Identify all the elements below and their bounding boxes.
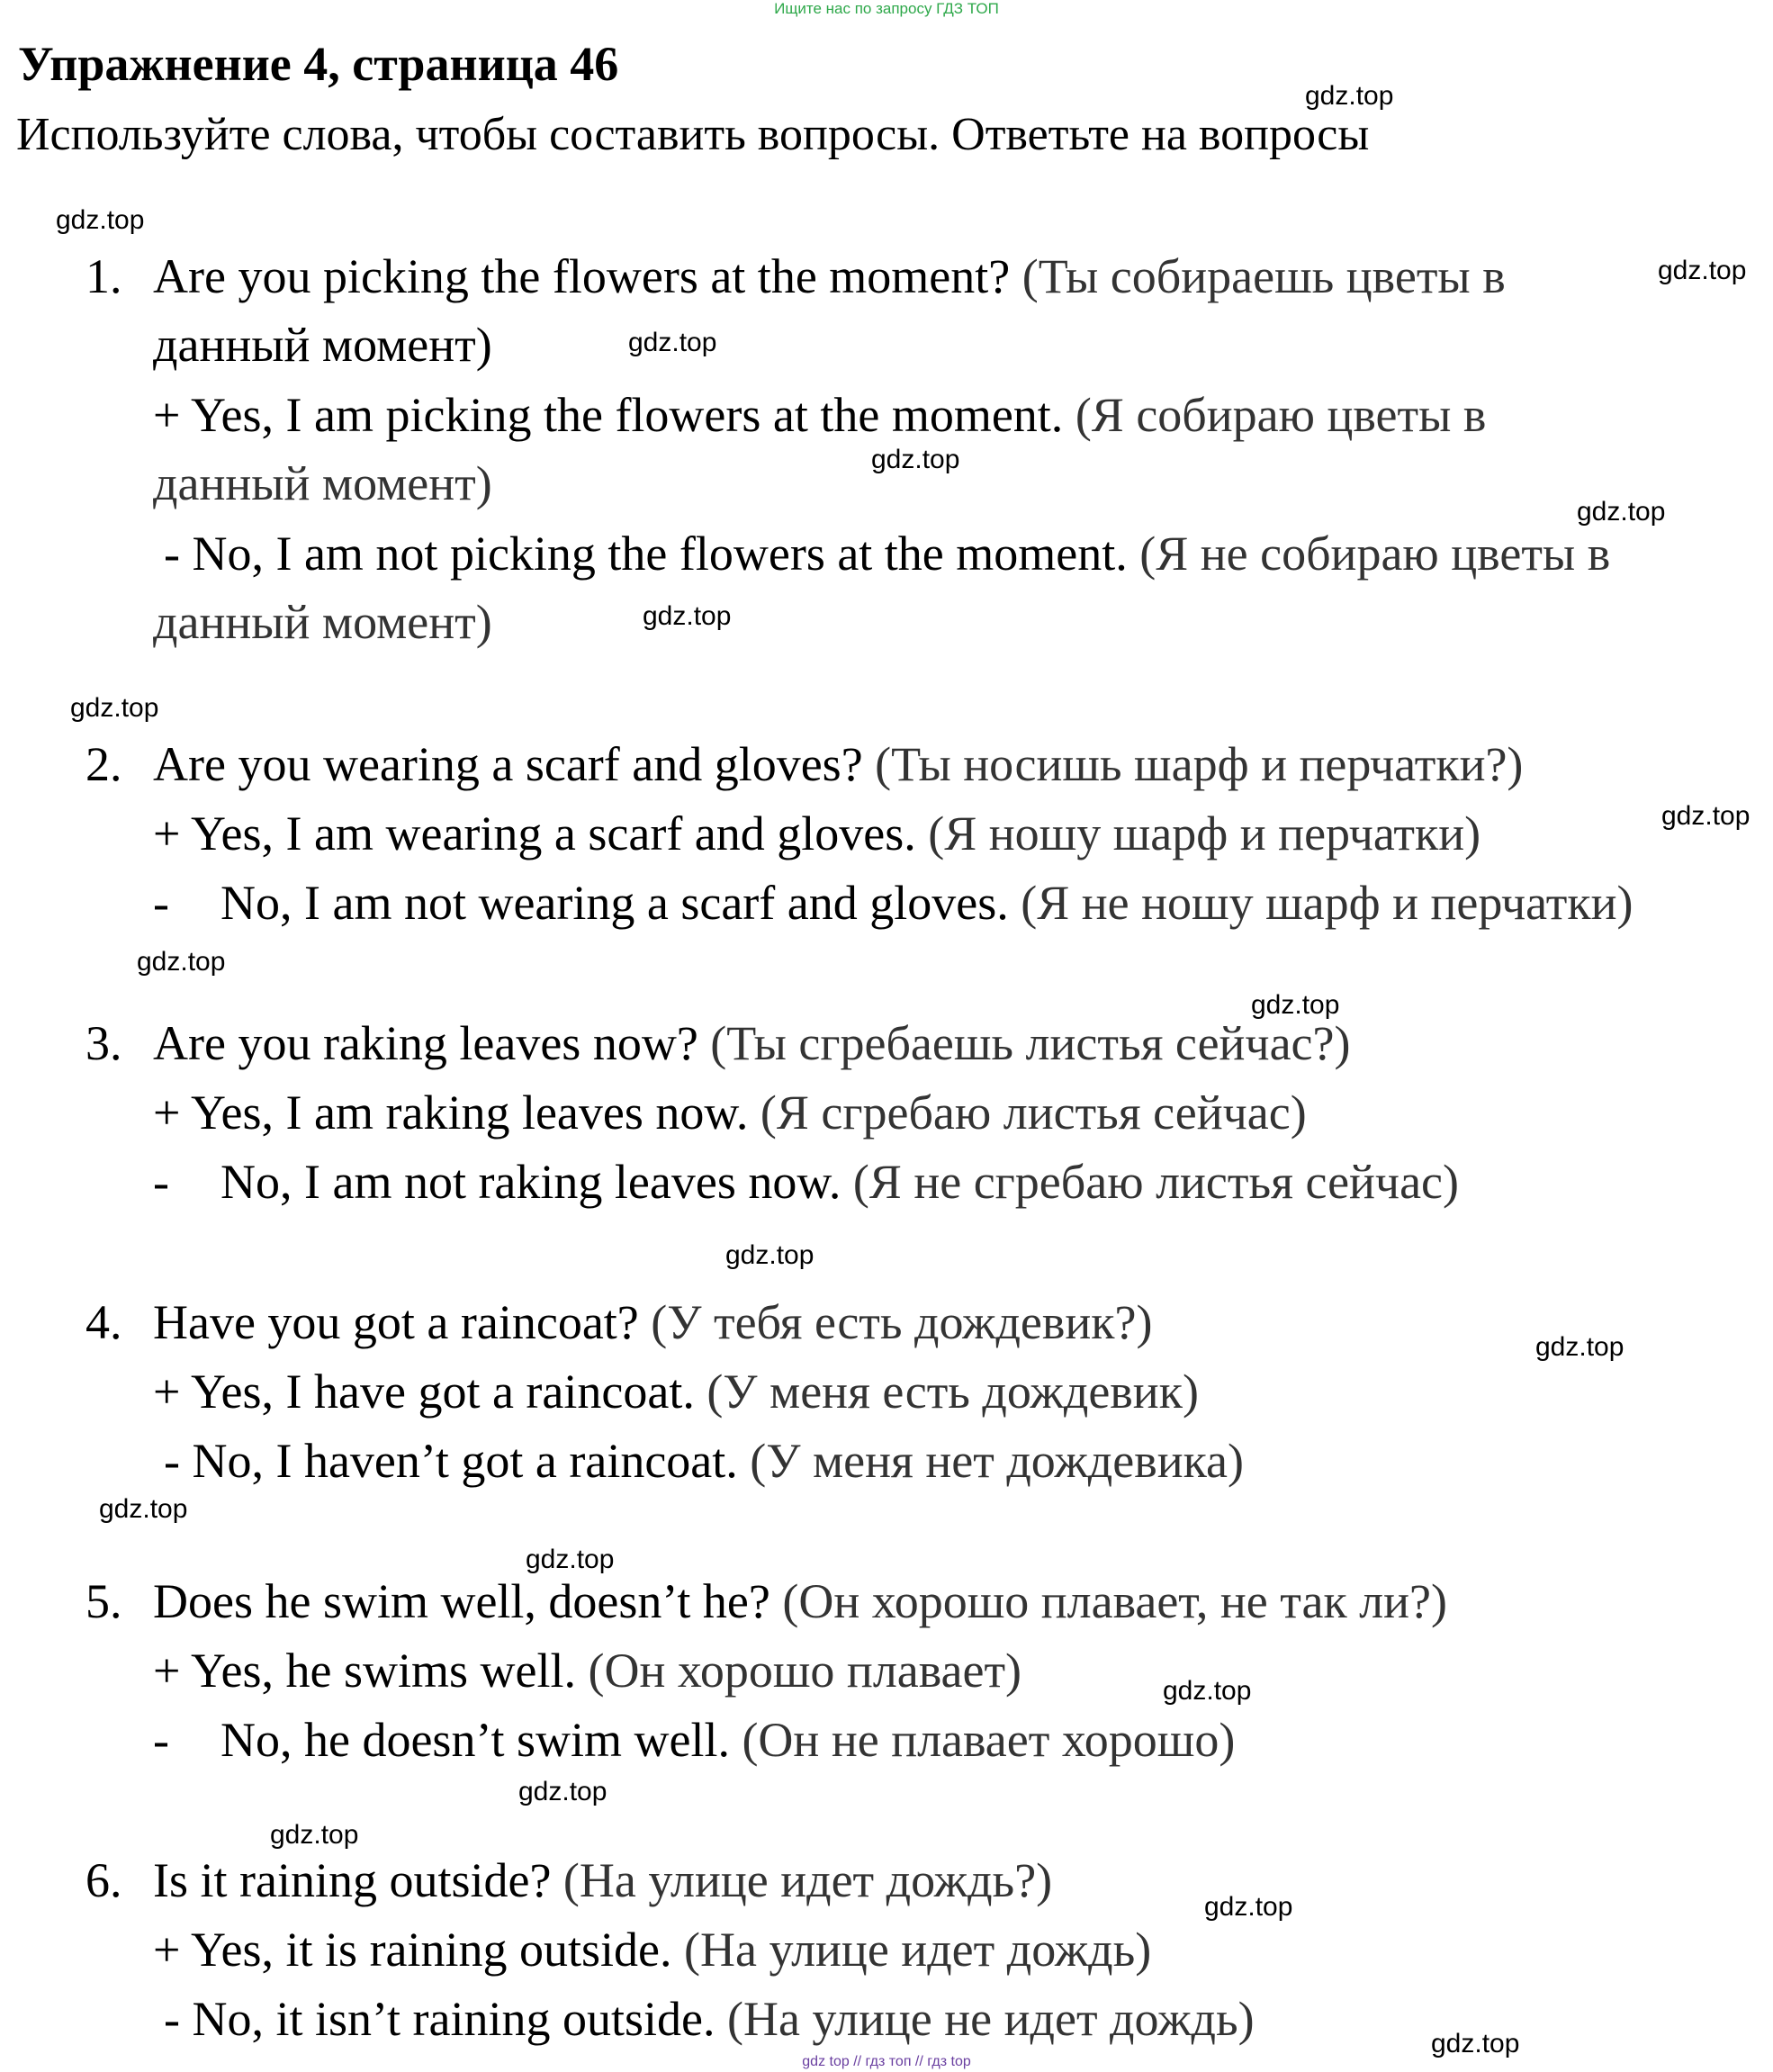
watermark: gdz.top [270,1820,359,1850]
watermark: gdz.top [518,1777,608,1806]
positive-answer-line [153,387,1486,443]
watermark: gdz.top [1204,1892,1293,1922]
plus-sign: + [153,806,181,860]
plus-sign: + [153,1923,181,1977]
watermark: gdz.top [99,1494,188,1524]
plus-sign: + [153,1644,181,1698]
watermark: gdz.top [526,1545,615,1574]
watermark: gdz.top [70,693,159,723]
question-ru: (Ты собираешь цветы в [1022,249,1506,303]
positive-answer-line [153,1085,1307,1140]
watermark: gdz.top [871,445,960,474]
plus-sign: + [153,1086,181,1140]
watermark: gdz.top [628,328,717,357]
question-en: Is it raining outside? [153,1853,552,1907]
item-number: 6. [86,1853,122,1907]
item-number: 2. [86,737,122,791]
negative-answer-ru: (Я не собираю цветы в [1139,527,1611,581]
negative-answer-en: No, it isn’t raining outside. [192,1992,716,2046]
watermark: gdz.top [1163,1676,1252,1706]
item-number: 1. [86,249,122,303]
question-ru: (Ты носишь шарф и перчатки?) [875,737,1524,791]
question-ru-continuation: данный момент) [153,318,492,372]
positive-answer-en: Yes, he swims well. [190,1644,577,1698]
negative-answer-line [164,526,1610,581]
watermark: gdz.top [1535,1332,1624,1362]
negative-answer-ru: (Я не сгребаю листья сейчас) [852,1155,1460,1209]
positive-answer-line [153,1922,1151,1977]
positive-answer-ru: (Он хорошо плавает) [588,1644,1022,1698]
question-en: Are you raking leaves now? [153,1016,698,1070]
question-line [153,1573,1447,1629]
negative-answer-ru: (У меня нет дождевика) [750,1434,1244,1488]
footer-watermark: gdz top // гдз топ // гдз top [802,2054,971,2069]
page-title: Упражнение 4, страница 46 [18,37,619,91]
negative-answer-line [153,1712,1235,1768]
watermark: gdz.top [1577,497,1666,527]
watermark: gdz.top [725,1240,814,1270]
question-ru: (Ты сгребаешь листья сейчас?) [710,1016,1351,1070]
negative-answer-line [153,1154,1459,1210]
minus-sign: - [153,876,169,930]
positive-answer-ru: (Я собираю цветы в [1075,388,1487,442]
watermark: gdz.top [137,947,226,977]
positive-answer-ru: (Я сгребаю листья сейчас) [760,1086,1307,1140]
positive-answer-en: Yes, I have got a raincoat. [190,1365,695,1419]
item-number: 4. [86,1295,122,1349]
question-en: Are you picking the flowers at the moment? [153,249,1011,303]
top-banner: Ищите нас по запросу ГДЗ ТОП [774,0,999,17]
positive-answer-en: Yes, I am raking leaves now. [190,1086,749,1140]
page-subtitle: Используйте слова, чтобы составить вопросы. Ответьте на вопросы [16,109,1370,160]
item-number: 5. [86,1574,122,1628]
question-ru: (У тебя есть дождевик?) [651,1295,1153,1349]
question-en: Are you wearing a scarf and gloves? [153,737,863,791]
question-line [153,1015,1350,1071]
negative-answer-ru: (Он не плавает хорошо) [742,1713,1236,1767]
positive-answer-en: Yes, it is raining outside. [190,1923,672,1977]
negative-answer-en: No, I am not picking the flowers at the moment. [192,527,1128,581]
question-ru: (Он хорошо плавает, не так ли?) [782,1574,1447,1628]
minus-sign: - [164,1992,180,2046]
question-line [153,736,1523,792]
positive-answer-ru-continuation: данный момент) [153,456,492,510]
negative-answer-line [153,875,1633,931]
negative-answer-line [164,1433,1244,1489]
positive-answer-en: Yes, I am picking the flowers at the moment. [190,388,1064,442]
question-line [153,1294,1152,1350]
watermark: gdz.top [1658,256,1747,285]
question-en: Have you got a raincoat? [153,1295,639,1349]
positive-answer-ru: (На улице идет дождь) [684,1923,1152,1977]
negative-answer-line [164,1991,1255,2047]
negative-answer-en: No, I am not wearing a scarf and gloves. [220,876,1009,930]
positive-answer-en: Yes, I am wearing a scarf and gloves. [190,806,916,860]
watermark: gdz.top [1431,2029,1520,2058]
watermark: gdz.top [56,205,145,235]
watermark: gdz.top [1305,81,1394,111]
question-en: Does he swim well, doesn’t he? [153,1574,770,1628]
plus-sign: + [153,388,181,442]
watermark: gdz.top [1251,990,1340,1020]
plus-sign: + [153,1365,181,1419]
negative-answer-en: No, I am not raking leaves now. [220,1155,842,1209]
negative-answer-ru: (Я не ношу шарф и перчатки) [1021,876,1634,930]
item-number: 3. [86,1016,122,1070]
question-ru: (На улице идет дождь?) [562,1853,1053,1907]
question-line [153,1852,1052,1908]
negative-answer-en: No, he doesn’t swim well. [220,1713,730,1767]
minus-sign: - [164,1434,180,1488]
positive-answer-line [153,1364,1199,1419]
watermark: gdz.top [1661,801,1750,831]
negative-answer-ru-continuation: данный момент) [153,595,492,649]
negative-answer-ru: (На улице не идет дождь) [726,1992,1255,2046]
minus-sign: - [153,1155,169,1209]
minus-sign: - [164,527,180,581]
positive-answer-line [153,1643,1022,1698]
negative-answer-en: No, I haven’t got a raincoat. [192,1434,738,1488]
positive-answer-ru: (У меня есть дождевик) [706,1365,1199,1419]
positive-answer-ru: (Я ношу шарф и перчатки) [928,806,1481,860]
positive-answer-line [153,806,1480,861]
watermark: gdz.top [643,601,732,631]
question-line [153,248,1506,304]
minus-sign: - [153,1713,169,1767]
